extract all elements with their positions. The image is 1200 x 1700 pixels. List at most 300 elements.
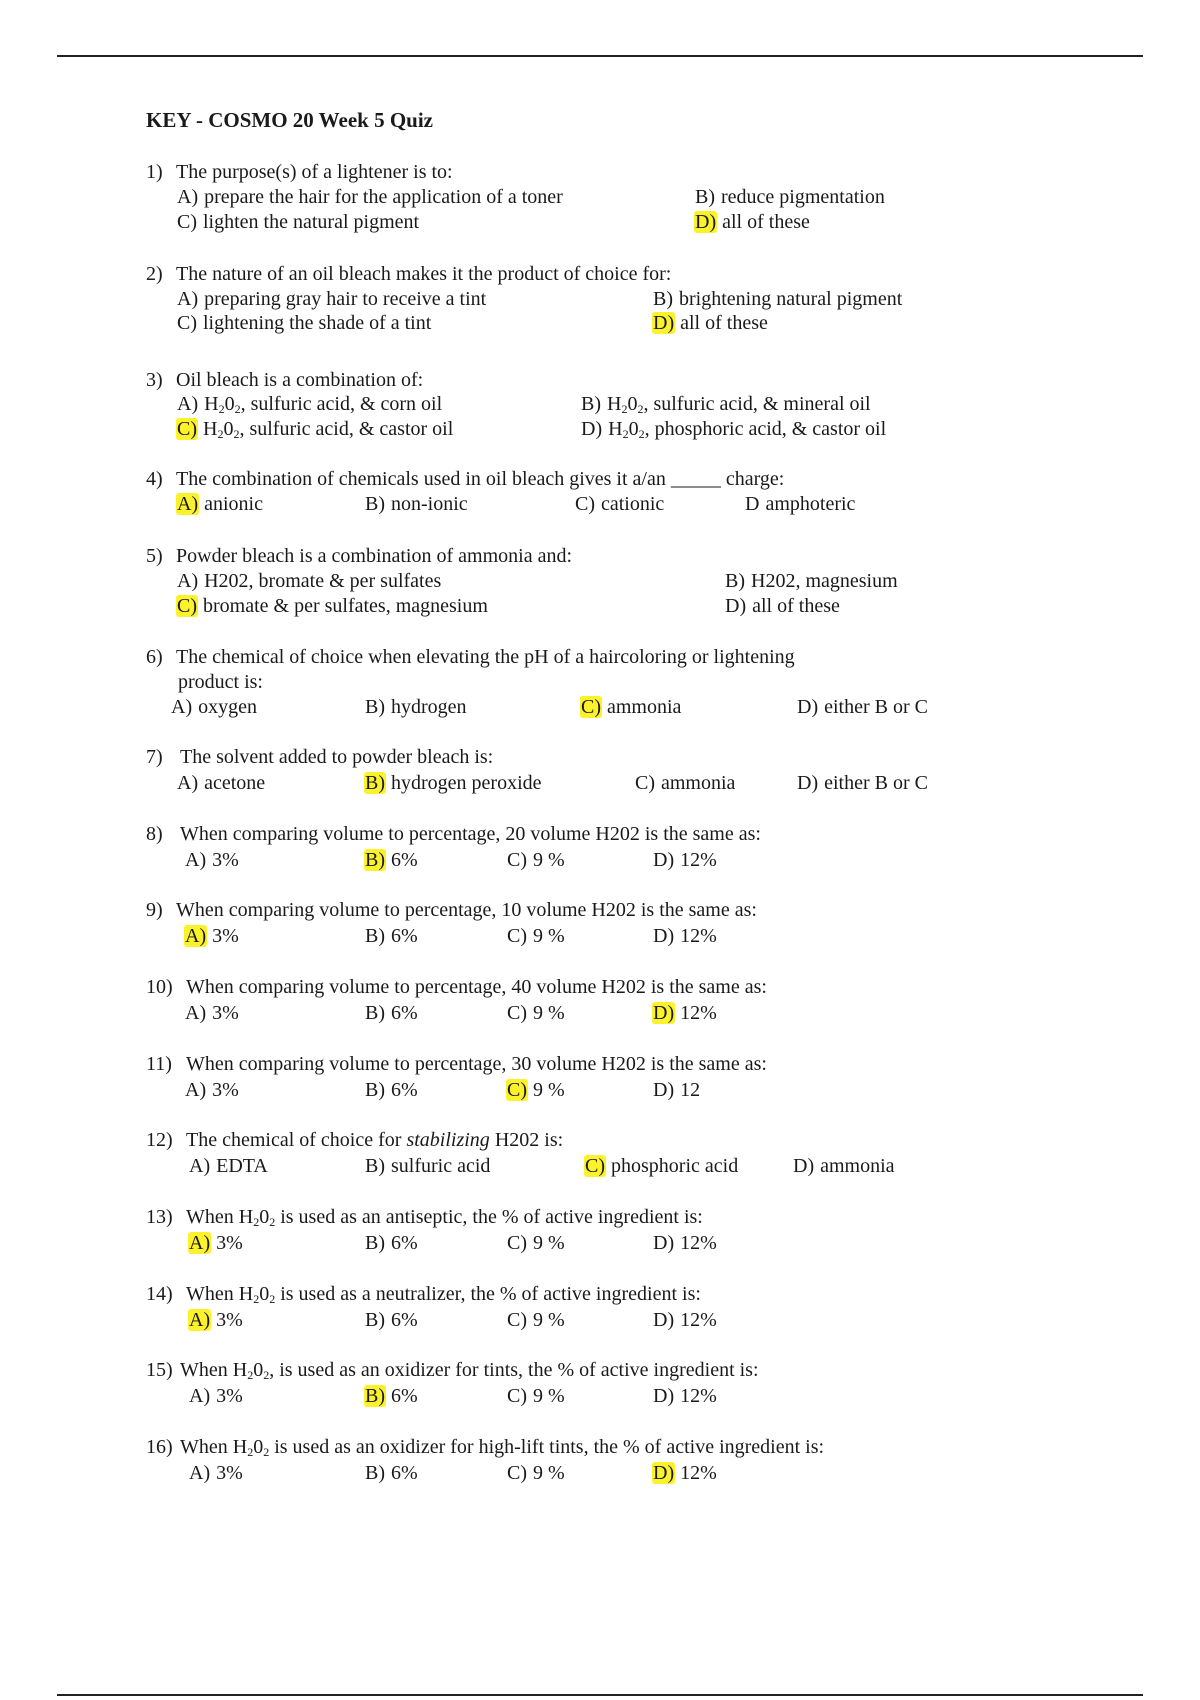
question-6 — [146, 645, 795, 693]
option-text: 9 % — [533, 925, 565, 947]
question-text-pre: When H — [186, 1283, 254, 1305]
option-text: cationic — [601, 493, 665, 515]
option-b — [580, 392, 871, 417]
option-letter: B) — [365, 696, 385, 718]
option-a — [184, 1078, 239, 1103]
question-13 — [146, 1205, 703, 1230]
option-letter: D — [745, 493, 760, 515]
option-letter: D) — [793, 1155, 815, 1177]
option-b — [364, 1231, 418, 1256]
option-letter: A) — [177, 570, 199, 592]
option-letter: A) — [189, 1462, 211, 1484]
option-c — [506, 1384, 565, 1409]
option-text: lighten the natural pigment — [203, 211, 420, 233]
option-text: all of these — [752, 595, 840, 617]
option-letter: D) — [653, 1232, 675, 1254]
answer-highlight: C) — [585, 1155, 605, 1177]
option-text: 12 — [680, 1079, 701, 1101]
option-b — [364, 492, 468, 517]
option-text: 9 % — [533, 1002, 565, 1024]
question-text-post: , is used as an oxidizer for tints, the % of active ingredient is: — [269, 1359, 759, 1381]
option-text: prepare the hair for the application of a toner — [204, 186, 563, 208]
option-text: 12% — [680, 1002, 717, 1024]
option-text: 6% — [391, 1385, 418, 1407]
question-number: 8) — [146, 823, 163, 845]
option-a-correct — [188, 1308, 243, 1333]
option-c-correct — [176, 417, 453, 442]
subscript: 2 — [269, 1292, 276, 1306]
option-a — [184, 848, 239, 873]
option-b — [364, 1308, 418, 1333]
option-a-correct — [184, 924, 239, 949]
question-number: 5) — [146, 545, 163, 567]
option-text: anionic — [204, 493, 263, 515]
subscript: 2 — [263, 1445, 270, 1459]
option-letter: A) — [177, 288, 199, 310]
question-text — [186, 1053, 767, 1075]
question-number: 12) — [146, 1129, 173, 1151]
option-letter: A) — [177, 186, 199, 208]
option-letter: D) — [797, 696, 819, 718]
option-text: , sulfuric acid, & corn oil — [240, 393, 443, 415]
option-c — [506, 1231, 565, 1256]
question-line — [146, 898, 757, 923]
question-number: 6) — [146, 646, 163, 668]
question-text — [186, 1206, 703, 1228]
answer-highlight: D) — [653, 1002, 675, 1024]
option-d — [652, 924, 717, 949]
formula-o: 0 — [223, 418, 234, 440]
option-a-correct — [188, 1231, 243, 1256]
question-1 — [146, 160, 453, 185]
option-c — [574, 492, 664, 517]
option-d-correct — [694, 210, 810, 235]
formula-h: H — [204, 393, 219, 415]
option-letter: D) — [581, 418, 603, 440]
option-letter: D) — [653, 925, 675, 947]
option-letter: A) — [177, 393, 199, 415]
question-text-body: Oil bleach is a combination of: — [176, 369, 424, 391]
formula-h: H — [607, 393, 622, 415]
option-text: 9 % — [533, 1462, 565, 1484]
question-number: 10) — [146, 976, 173, 998]
option-text: H202, magnesium — [751, 570, 898, 592]
question-text — [176, 468, 784, 490]
option-text: , sulfuric acid, & mineral oil — [643, 393, 871, 415]
option-d — [792, 1154, 895, 1179]
question-line — [146, 160, 453, 185]
option-letter: B) — [365, 1462, 385, 1484]
question-15 — [146, 1358, 759, 1383]
option-c — [176, 311, 431, 336]
answer-highlight: C) — [177, 418, 197, 440]
option-text: 3% — [216, 1462, 243, 1484]
question-7 — [146, 745, 493, 770]
option-letter: C) — [507, 1309, 527, 1331]
option-b — [364, 1461, 418, 1486]
option-letter: B) — [365, 1309, 385, 1331]
option-b-correct — [364, 848, 418, 873]
formula-h: H — [608, 418, 623, 440]
option-letter: A) — [177, 772, 199, 794]
option-text: hydrogen peroxide — [391, 772, 542, 794]
subscript: 2 — [253, 1215, 260, 1229]
answer-highlight: A) — [189, 1232, 211, 1254]
option-a — [176, 771, 265, 796]
option-d-correct — [652, 311, 768, 336]
option-text: 9 % — [533, 1385, 565, 1407]
question-line — [146, 544, 572, 569]
option-text: EDTA — [216, 1155, 268, 1177]
option-text: oxygen — [198, 696, 257, 718]
subscript: 2 — [622, 427, 629, 441]
question-text — [180, 1359, 759, 1381]
option-text: ammonia — [607, 696, 682, 718]
question-line — [146, 745, 493, 770]
option-text: hydrogen — [391, 696, 467, 718]
subscript: 2 — [263, 1368, 270, 1382]
option-text: 6% — [391, 1002, 418, 1024]
option-letter: A) — [189, 1155, 211, 1177]
option-d — [796, 771, 928, 796]
subscript: 2 — [247, 1445, 254, 1459]
option-letter: C) — [177, 312, 197, 334]
question-line — [146, 645, 795, 693]
question-text — [186, 1283, 701, 1305]
question-number: 1) — [146, 161, 163, 183]
question-text-post: is used as an oxidizer for high-lift tints, the % of active ingredient is: — [269, 1436, 825, 1458]
question-line — [146, 1435, 824, 1460]
subscript: 2 — [217, 427, 224, 441]
option-text: 9 % — [533, 1309, 565, 1331]
option-c — [176, 210, 419, 235]
option-letter: C) — [507, 1462, 527, 1484]
option-text: 3% — [216, 1309, 243, 1331]
answer-highlight: C) — [581, 696, 601, 718]
option-letter: C) — [507, 849, 527, 871]
answer-highlight: B) — [365, 772, 385, 794]
question-number: 16) — [146, 1436, 173, 1458]
question-number: 4) — [146, 468, 163, 490]
option-text: 3% — [212, 849, 239, 871]
option-b — [694, 185, 885, 210]
question-text — [176, 899, 757, 921]
question-text-body: When comparing volume to percentage, 40 volume H202 is the same as: — [186, 976, 767, 998]
option-text: 12% — [680, 925, 717, 947]
option-c-correct — [580, 695, 681, 720]
top-rule — [57, 55, 1143, 57]
question-line — [146, 1358, 759, 1383]
question-number: 13) — [146, 1206, 173, 1228]
question-text-body: The purpose(s) of a lightener is to: — [176, 161, 453, 183]
question-number: 14) — [146, 1283, 173, 1305]
option-c-correct — [584, 1154, 738, 1179]
option-c — [506, 848, 565, 873]
question-line — [146, 262, 671, 287]
question-number: 9) — [146, 899, 163, 921]
question-9 — [146, 898, 757, 923]
option-letter: C) — [177, 211, 197, 233]
option-b-correct — [364, 1384, 418, 1409]
answer-highlight: B) — [365, 1385, 385, 1407]
option-a — [184, 1001, 239, 1026]
option-c-correct — [506, 1078, 565, 1103]
option-text: 9 % — [533, 849, 565, 871]
question-line — [146, 975, 767, 1000]
option-c — [506, 1308, 565, 1333]
option-c — [634, 771, 735, 796]
option-letter: D) — [653, 1079, 675, 1101]
option-text: sulfuric acid — [391, 1155, 491, 1177]
subscript: 2 — [218, 402, 225, 416]
question-line — [146, 1052, 767, 1077]
question-number: 11) — [146, 1053, 172, 1075]
option-text: all of these — [680, 312, 768, 334]
option-text: 6% — [391, 1232, 418, 1254]
option-d-correct — [652, 1001, 717, 1026]
question-text-body: The solvent added to powder bleach is: — [180, 746, 494, 768]
option-d — [652, 1078, 700, 1103]
option-text: ammonia — [661, 772, 736, 794]
question-11 — [146, 1052, 767, 1077]
question-3 — [146, 368, 423, 393]
option-text: 3% — [216, 1232, 243, 1254]
option-text: 12% — [680, 1309, 717, 1331]
question-number: 2) — [146, 263, 163, 285]
question-number: 3) — [146, 369, 163, 391]
option-text: preparing gray hair to receive a tint — [204, 288, 487, 310]
question-text-mid: 0 — [253, 1436, 264, 1458]
question-text-body: The combination of chemicals used in oil bleach gives it a/an _____ charge: — [176, 468, 785, 490]
option-letter: B) — [365, 925, 385, 947]
option-a — [176, 185, 563, 210]
question-12 — [146, 1128, 563, 1153]
option-d — [652, 848, 717, 873]
option-letter: C) — [507, 1002, 527, 1024]
question-text-body: When comparing volume to percentage, 20 volume H202 is the same as: — [180, 823, 761, 845]
option-d — [652, 1308, 717, 1333]
option-b — [364, 1001, 418, 1026]
option-text: 6% — [391, 1309, 418, 1331]
option-letter: B) — [653, 288, 673, 310]
question-10 — [146, 975, 767, 1000]
option-d — [580, 417, 886, 442]
option-d — [744, 492, 855, 517]
question-number: 15) — [146, 1359, 173, 1381]
subscript: 2 — [621, 402, 628, 416]
answer-highlight: C) — [177, 595, 197, 617]
answer-highlight: A) — [189, 1309, 211, 1331]
option-letter: A) — [185, 1002, 207, 1024]
option-b — [652, 287, 902, 312]
option-letter: B) — [365, 1002, 385, 1024]
question-text-body: The chemical of choice when elevating the pH of a haircoloring or lightening — [176, 646, 795, 668]
question-16 — [146, 1435, 824, 1460]
option-text: , sulfuric acid, & castor oil — [239, 418, 454, 440]
option-d — [724, 594, 840, 619]
question-text — [176, 369, 423, 391]
option-d — [652, 1384, 717, 1409]
question-text — [180, 746, 493, 768]
option-text: 3% — [212, 1002, 239, 1024]
option-letter: D) — [653, 1385, 675, 1407]
option-text: bromate & per sulfates, magnesium — [203, 595, 488, 617]
option-text: 3% — [212, 925, 239, 947]
option-text: amphoteric — [765, 493, 856, 515]
option-letter: B) — [365, 1079, 385, 1101]
option-c — [506, 1461, 565, 1486]
option-a — [176, 287, 486, 312]
option-letter: C) — [507, 1232, 527, 1254]
option-letter: C) — [635, 772, 655, 794]
answer-highlight: D) — [653, 312, 675, 334]
option-text: 12% — [680, 1385, 717, 1407]
option-text: acetone — [204, 772, 266, 794]
question-text-body: When comparing volume to percentage, 30 volume H202 is the same as: — [186, 1053, 767, 1075]
question-text-pre: The chemical of choice for — [186, 1129, 407, 1151]
subscript: 2 — [247, 1368, 254, 1382]
question-line — [146, 1282, 701, 1307]
option-letter: C) — [507, 925, 527, 947]
question-2 — [146, 262, 671, 287]
option-text: 6% — [391, 1079, 418, 1101]
option-c — [506, 1001, 565, 1026]
option-text: 12% — [680, 1462, 717, 1484]
answer-highlight: A) — [177, 493, 199, 515]
option-text: 6% — [391, 849, 418, 871]
option-letter: D) — [797, 772, 819, 794]
question-line — [146, 467, 784, 492]
question-text — [186, 1129, 563, 1151]
question-text — [176, 545, 572, 567]
question-text-continued: product is: — [178, 671, 263, 693]
bottom-rule — [57, 1694, 1143, 1696]
option-letter: A) — [185, 1079, 207, 1101]
option-text: ammonia — [820, 1155, 895, 1177]
question-4 — [146, 467, 784, 492]
option-a — [176, 392, 442, 417]
formula-o: 0 — [224, 393, 235, 415]
formula-h: H — [203, 418, 218, 440]
option-letter: D) — [653, 849, 675, 871]
formula-o: 0 — [628, 418, 639, 440]
option-b — [724, 569, 898, 594]
question-text-mid: 0 — [253, 1359, 264, 1381]
question-text-mid: 0 — [259, 1206, 270, 1228]
option-letter: C) — [575, 493, 595, 515]
option-b — [364, 1078, 418, 1103]
question-5 — [146, 544, 572, 569]
option-text: brightening natural pigment — [679, 288, 903, 310]
question-text-body: When comparing volume to percentage, 10 volume H202 is the same as: — [176, 899, 757, 921]
question-line — [146, 368, 423, 393]
option-letter: B) — [695, 186, 715, 208]
answer-highlight: B) — [365, 849, 385, 871]
question-line — [146, 1128, 563, 1153]
option-text: 3% — [216, 1385, 243, 1407]
question-text — [176, 263, 671, 285]
option-text: 9 % — [533, 1232, 565, 1254]
question-line — [146, 1205, 703, 1230]
subscript: 2 — [233, 427, 240, 441]
option-text: 6% — [391, 925, 418, 947]
option-b-correct — [364, 771, 542, 796]
question-line — [146, 822, 761, 847]
option-d-correct — [652, 1461, 717, 1486]
question-text-pre: When H — [180, 1436, 248, 1458]
answer-highlight: A) — [185, 925, 207, 947]
subscript: 2 — [637, 402, 644, 416]
question-text — [180, 823, 761, 845]
option-text: lightening the shade of a tint — [203, 312, 432, 334]
option-b — [364, 924, 418, 949]
option-b — [364, 695, 467, 720]
option-c-correct — [176, 594, 488, 619]
option-a — [188, 1461, 243, 1486]
option-text: , phosphoric acid, & castor oil — [644, 418, 887, 440]
option-letter: C) — [507, 1385, 527, 1407]
option-letter: A) — [189, 1385, 211, 1407]
option-letter: D) — [725, 595, 747, 617]
question-text — [176, 646, 795, 668]
option-text: non-ionic — [391, 493, 468, 515]
option-text: H202, bromate & per sulfates — [204, 570, 442, 592]
option-c — [506, 924, 565, 949]
option-letter: B) — [581, 393, 601, 415]
option-letter: B) — [365, 1232, 385, 1254]
formula-o: 0 — [627, 393, 638, 415]
question-text-pre: When H — [180, 1359, 248, 1381]
option-b — [364, 1154, 490, 1179]
option-letter: A) — [185, 849, 207, 871]
subscript: 2 — [234, 402, 241, 416]
question-number: 7) — [146, 746, 163, 768]
answer-highlight: D) — [695, 211, 717, 233]
option-text: phosphoric acid — [611, 1155, 739, 1177]
option-text: 12% — [680, 849, 717, 871]
page-title: KEY - COSMO 20 Week 5 Quiz — [146, 108, 434, 132]
option-text: either B or C — [824, 696, 928, 718]
option-d — [796, 695, 928, 720]
option-letter: A) — [171, 696, 193, 718]
question-14 — [146, 1282, 701, 1307]
option-text: all of these — [722, 211, 810, 233]
option-a — [176, 569, 441, 594]
question-text-post: H202 is: — [489, 1129, 564, 1151]
option-text: 12% — [680, 1232, 717, 1254]
question-text-mid: 0 — [259, 1283, 270, 1305]
question-text-emphasis: stabilizing — [406, 1129, 490, 1151]
question-text — [180, 1436, 824, 1458]
option-a — [188, 1384, 243, 1409]
question-text — [186, 976, 767, 998]
subscript: 2 — [253, 1292, 260, 1306]
option-text: reduce pigmentation — [721, 186, 885, 208]
option-text: 3% — [212, 1079, 239, 1101]
option-letter: B) — [365, 493, 385, 515]
option-text: either B or C — [824, 772, 928, 794]
option-a — [170, 695, 257, 720]
question-text-body: The nature of an oil bleach makes it the product of choice for: — [176, 263, 672, 285]
subscript: 2 — [638, 427, 645, 441]
option-a — [188, 1154, 268, 1179]
option-a-correct — [176, 492, 263, 517]
option-text: 6% — [391, 1462, 418, 1484]
option-letter: D) — [653, 1309, 675, 1331]
option-d — [652, 1231, 717, 1256]
answer-highlight: C) — [507, 1079, 527, 1101]
question-8 — [146, 822, 761, 847]
